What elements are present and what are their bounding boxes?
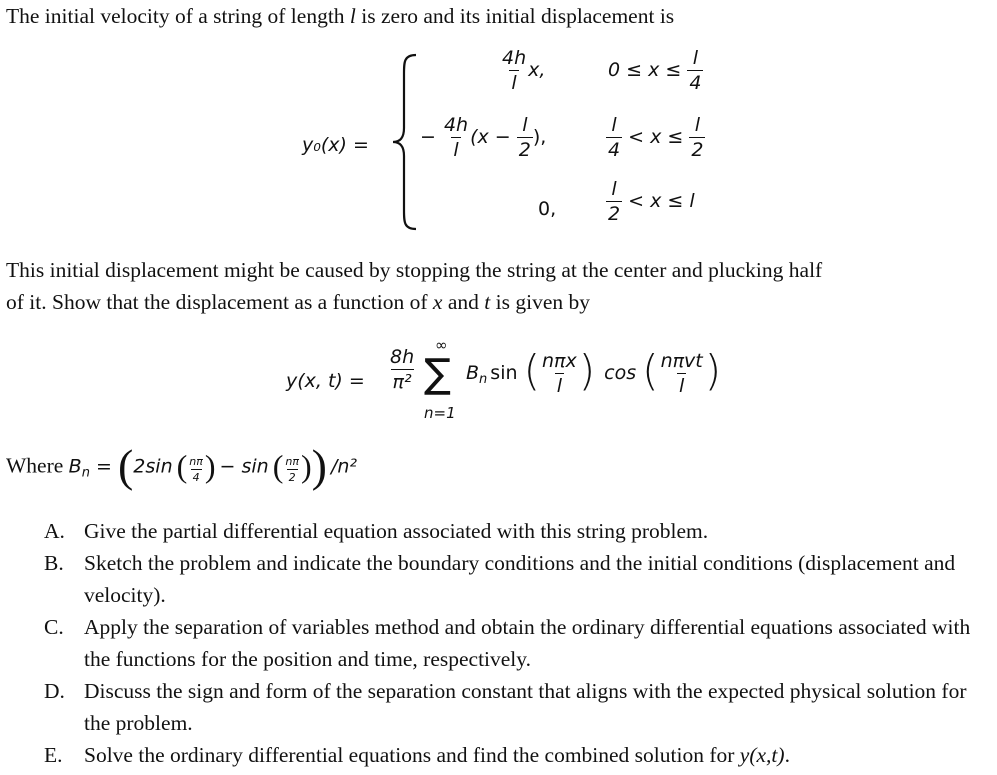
- paren-close-2: ): [704, 345, 722, 395]
- case2-minus: −: [420, 126, 436, 148]
- paragraph2: [6, 254, 822, 318]
- case3-cond-frac: $\frac{l}{2}$: [608, 178, 621, 225]
- intro-text: [6, 0, 674, 32]
- series-sin: sin: [490, 362, 518, 384]
- where-label: Where: [6, 453, 69, 478]
- bn-definition: [6, 440, 358, 492]
- series-terms: [466, 345, 722, 397]
- series-lhs: y(x, t) =: [286, 370, 365, 392]
- piecewise-brace: [390, 52, 420, 232]
- case1-coefficient: $\frac{4h}{l}$: [502, 47, 527, 94]
- case1-condition: [608, 47, 703, 94]
- paren-open-2: (: [642, 345, 659, 395]
- intro-part-a: The initial velocity of a string of length: [6, 4, 350, 28]
- where-paren-close-a1: ): [204, 448, 216, 484]
- case1-rest: x,: [528, 59, 546, 81]
- case2-half: $\frac{l}{2}$: [518, 114, 531, 161]
- where-paren-close: ): [311, 440, 327, 491]
- question-e-var: y(x,t): [739, 743, 785, 767]
- case2-expression: [420, 114, 546, 161]
- where-minus-sin: − sin: [219, 455, 269, 478]
- case2-condition: [606, 114, 705, 161]
- where-paren-close-a2: ): [300, 448, 312, 484]
- question-e: E. Solve the ordinary differential equations and find the combined solution for y(x,t).: [44, 743, 790, 767]
- case2-cond-mid: < x ≤: [628, 126, 684, 148]
- where-eq: =: [89, 455, 118, 478]
- paragraph2-var-x: x: [432, 290, 443, 314]
- case3-value: 0,: [538, 198, 557, 220]
- case2-rest-b: ),: [532, 126, 547, 148]
- question-d: D. Discuss the sign and form of the separation constant that aligns with the expected physical solution for the problem.: [44, 679, 967, 735]
- where-paren-open-a1: (: [176, 448, 188, 484]
- paren-open-1: (: [523, 345, 540, 395]
- paragraph2-line2: of it. Show that the displacement as a function of x and t is given by: [6, 290, 590, 314]
- question-a: A. Give the partial differential equation associated with this string problem.: [44, 519, 709, 543]
- where-paren-open: (: [117, 440, 134, 491]
- where-B: B: [68, 455, 82, 478]
- paren-close-1: ): [578, 345, 596, 395]
- sum-lower-limit: n=1: [424, 404, 456, 422]
- series-arg2: $\frac{\text{nπvt}}{l}$: [660, 350, 703, 397]
- where-B-sub: n: [81, 465, 90, 481]
- series-B-sub: n: [479, 372, 488, 387]
- paragraph2-var-t: t: [484, 290, 491, 314]
- series-B: B: [466, 362, 480, 384]
- where-two-sin: 2sin: [133, 455, 173, 478]
- series-cos: cos: [604, 362, 637, 384]
- question-c: C. Apply the separation of variables method and obtain the ordinary differential equations associated with the functions for the position and time, respectively.: [44, 615, 971, 671]
- intro-var-l: l: [349, 4, 356, 28]
- sum-symbol: ∑: [424, 351, 451, 397]
- case3-cond-rest: < x ≤ l: [628, 190, 695, 212]
- case3-condition: [606, 178, 695, 225]
- sum-upper-limit: ∞: [435, 336, 448, 354]
- where-tail: /n²: [330, 455, 358, 478]
- paragraph2-line1: This initial displacement might be caused by stopping the string at the center and plucking half: [6, 258, 823, 282]
- where-arg1: $\frac{n\pi}{4}$: [189, 454, 203, 484]
- case1-cond-frac: $\frac{l}{4}$: [689, 47, 702, 94]
- case2-rest-a: (x −: [470, 126, 511, 148]
- case1-expression: [500, 47, 545, 94]
- question-list: [44, 515, 992, 771]
- case1-cond-left: 0 ≤ x ≤: [608, 59, 682, 81]
- where-paren-open-a2: (: [272, 448, 284, 484]
- intro-part-b: is zero and its initial displacement is: [355, 4, 675, 28]
- series-coefficient: $\frac{8h}{\text{π²}}$: [390, 346, 415, 393]
- case2-cond-right: $\frac{l}{2}$: [691, 114, 704, 161]
- where-arg2: $\frac{n\pi}{2}$: [285, 454, 299, 484]
- question-b: B. Sketch the problem and indicate the boundary conditions and the initial conditions (displacement and velocity).: [44, 551, 956, 607]
- piecewise-lhs: y₀(x) =: [302, 134, 369, 156]
- series-arg1: $\frac{\text{nπx}}{l}$: [541, 350, 577, 397]
- case2-coefficient: $\frac{4h}{l}$: [443, 114, 469, 161]
- case2-cond-left: $\frac{l}{4}$: [608, 114, 621, 161]
